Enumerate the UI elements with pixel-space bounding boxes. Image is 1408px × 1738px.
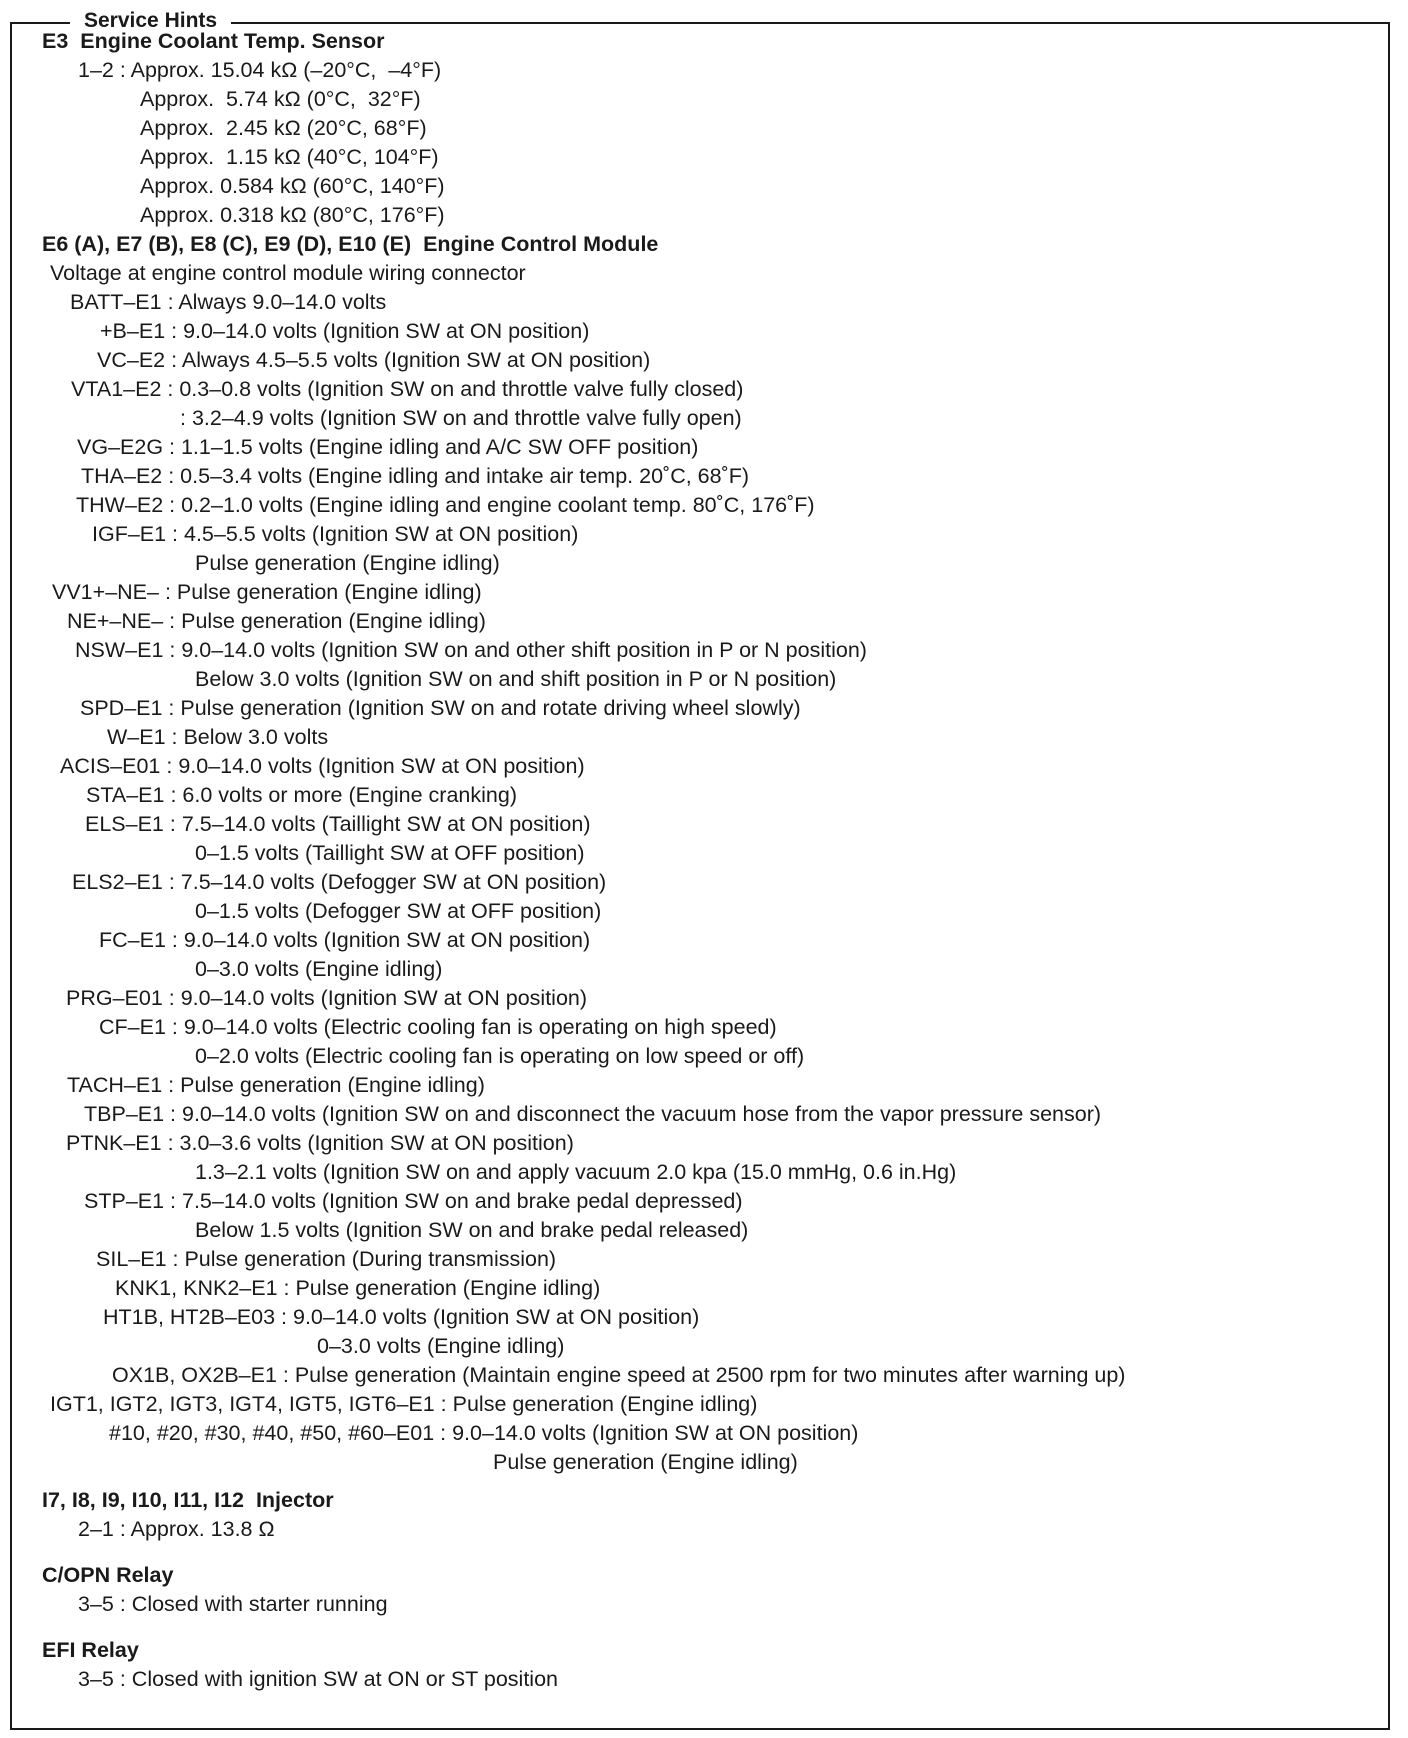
spec-line: +B–E1 : 9.0–14.0 volts (Ignition SW at ON position) — [100, 319, 590, 343]
spec-line: HT1B, HT2B–E03 : 9.0–14.0 volts (Ignition SW at ON position) — [103, 1305, 700, 1329]
spec-line: NSW–E1 : 9.0–14.0 volts (Ignition SW on and other shift position in P or N position) — [75, 638, 867, 662]
spec-line: 1.3–2.1 volts (Ignition SW on and apply vacuum 2.0 kpa (15.0 mmHg, 0.6 in.Hg) — [195, 1160, 957, 1184]
spec-line: Approx. 0.584 kΩ (60°C, 140°F) — [140, 174, 445, 198]
section-heading: I7, I8, I9, I10, I11, I12 Injector — [42, 1488, 334, 1512]
spec-line: VTA1–E2 : 0.3–0.8 volts (Ignition SW on and throttle valve fully closed) — [71, 377, 744, 401]
spec-line: : 3.2–4.9 volts (Ignition SW on and throttle valve fully open) — [180, 406, 742, 430]
spec-line: ELS2–E1 : 7.5–14.0 volts (Defogger SW at ON position) — [72, 870, 607, 894]
spec-line: STA–E1 : 6.0 volts or more (Engine cranking) — [86, 783, 517, 807]
service-hints-title: Service Hints — [70, 7, 231, 35]
spec-line: Approx. 5.74 kΩ (0°C, 32°F) — [140, 87, 421, 111]
spec-line: CF–E1 : 9.0–14.0 volts (Electric cooling fan is operating on high speed) — [99, 1015, 777, 1039]
spec-line: KNK1, KNK2–E1 : Pulse generation (Engine idling) — [115, 1276, 601, 1300]
spec-line: SPD–E1 : Pulse generation (Ignition SW on and rotate driving wheel slowly) — [80, 696, 801, 720]
spec-line: FC–E1 : 9.0–14.0 volts (Ignition SW at ON position) — [99, 928, 591, 952]
spec-line: VV1+–NE– : Pulse generation (Engine idling) — [52, 580, 482, 604]
spec-line: 0–2.0 volts (Electric cooling fan is operating on low speed or off) — [195, 1044, 805, 1068]
spec-line: NE+–NE– : Pulse generation (Engine idling) — [67, 609, 486, 633]
spec-line: 0–1.5 volts (Defogger SW at OFF position) — [195, 899, 602, 923]
spec-line: ELS–E1 : 7.5–14.0 volts (Taillight SW at ON position) — [85, 812, 591, 836]
spec-line: IGF–E1 : 4.5–5.5 volts (Ignition SW at ON position) — [92, 522, 579, 546]
spec-line: 3–5 : Closed with ignition SW at ON or ST position — [78, 1667, 558, 1691]
spec-line: Voltage at engine control module wiring connector — [50, 261, 526, 285]
spec-line: Below 3.0 volts (Ignition SW on and shift position in P or N position) — [195, 667, 837, 691]
spec-line: STP–E1 : 7.5–14.0 volts (Ignition SW on and brake pedal depressed) — [84, 1189, 743, 1213]
spec-line: Below 1.5 volts (Ignition SW on and brake pedal released) — [195, 1218, 749, 1242]
spec-line: BATT–E1 : Always 9.0–14.0 volts — [70, 290, 387, 314]
spec-line: Pulse generation (Engine idling) — [195, 551, 500, 575]
spec-line: 2–1 : Approx. 13.8 Ω — [78, 1517, 275, 1541]
spec-line: THW–E2 : 0.2–1.0 volts (Engine idling and engine coolant temp. 80˚C, 176˚F) — [76, 493, 815, 517]
spec-line: OX1B, OX2B–E1 : Pulse generation (Maintain engine speed at 2500 rpm for two minutes after warning up) — [112, 1363, 1126, 1387]
spec-line: SIL–E1 : Pulse generation (During transmission) — [96, 1247, 557, 1271]
spec-line: PTNK–E1 : 3.0–3.6 volts (Ignition SW at ON position) — [66, 1131, 574, 1155]
spec-line: VG–E2G : 1.1–1.5 volts (Engine idling and A/C SW OFF position) — [77, 435, 699, 459]
spec-line: 0–3.0 volts (Engine idling) — [317, 1334, 565, 1358]
spec-line: 0–1.5 volts (Taillight SW at OFF position) — [195, 841, 585, 865]
spec-line: Approx. 1.15 kΩ (40°C, 104°F) — [140, 145, 439, 169]
spec-line: VC–E2 : Always 4.5–5.5 volts (Ignition SW at ON position) — [97, 348, 651, 372]
spec-line: 0–3.0 volts (Engine idling) — [195, 957, 443, 981]
spec-line: Pulse generation (Engine idling) — [493, 1450, 798, 1474]
spec-line: W–E1 : Below 3.0 volts — [107, 725, 329, 749]
spec-line: 1–2 : Approx. 15.04 kΩ (–20°C, –4°F) — [78, 58, 442, 82]
section-heading: C/OPN Relay — [42, 1563, 174, 1587]
spec-line: ACIS–E01 : 9.0–14.0 volts (Ignition SW at ON position) — [60, 754, 585, 778]
spec-line: IGT1, IGT2, IGT3, IGT4, IGT5, IGT6–E1 : Pulse generation (Engine idling) — [50, 1392, 758, 1416]
spec-line: THA–E2 : 0.5–3.4 volts (Engine idling and intake air temp. 20˚C, 68˚F) — [81, 464, 750, 488]
spec-line: PRG–E01 : 9.0–14.0 volts (Ignition SW at ON position) — [66, 986, 588, 1010]
section-heading: E6 (A), E7 (B), E8 (C), E9 (D), E10 (E) Engine Control Module — [42, 232, 659, 256]
spec-line: TBP–E1 : 9.0–14.0 volts (Ignition SW on and disconnect the vacuum hose from the vapor pressure sensor) — [84, 1102, 1102, 1126]
spec-line: Approx. 2.45 kΩ (20°C, 68°F) — [140, 116, 427, 140]
spec-line: #10, #20, #30, #40, #50, #60–E01 : 9.0–14.0 volts (Ignition SW at ON position) — [109, 1421, 859, 1445]
spec-line: TACH–E1 : Pulse generation (Engine idling) — [67, 1073, 485, 1097]
section-heading: E3 Engine Coolant Temp. Sensor — [42, 29, 385, 53]
spec-line: 3–5 : Closed with starter running — [78, 1592, 388, 1616]
spec-line: Approx. 0.318 kΩ (80°C, 176°F) — [140, 203, 445, 227]
section-heading: EFI Relay — [42, 1638, 139, 1662]
